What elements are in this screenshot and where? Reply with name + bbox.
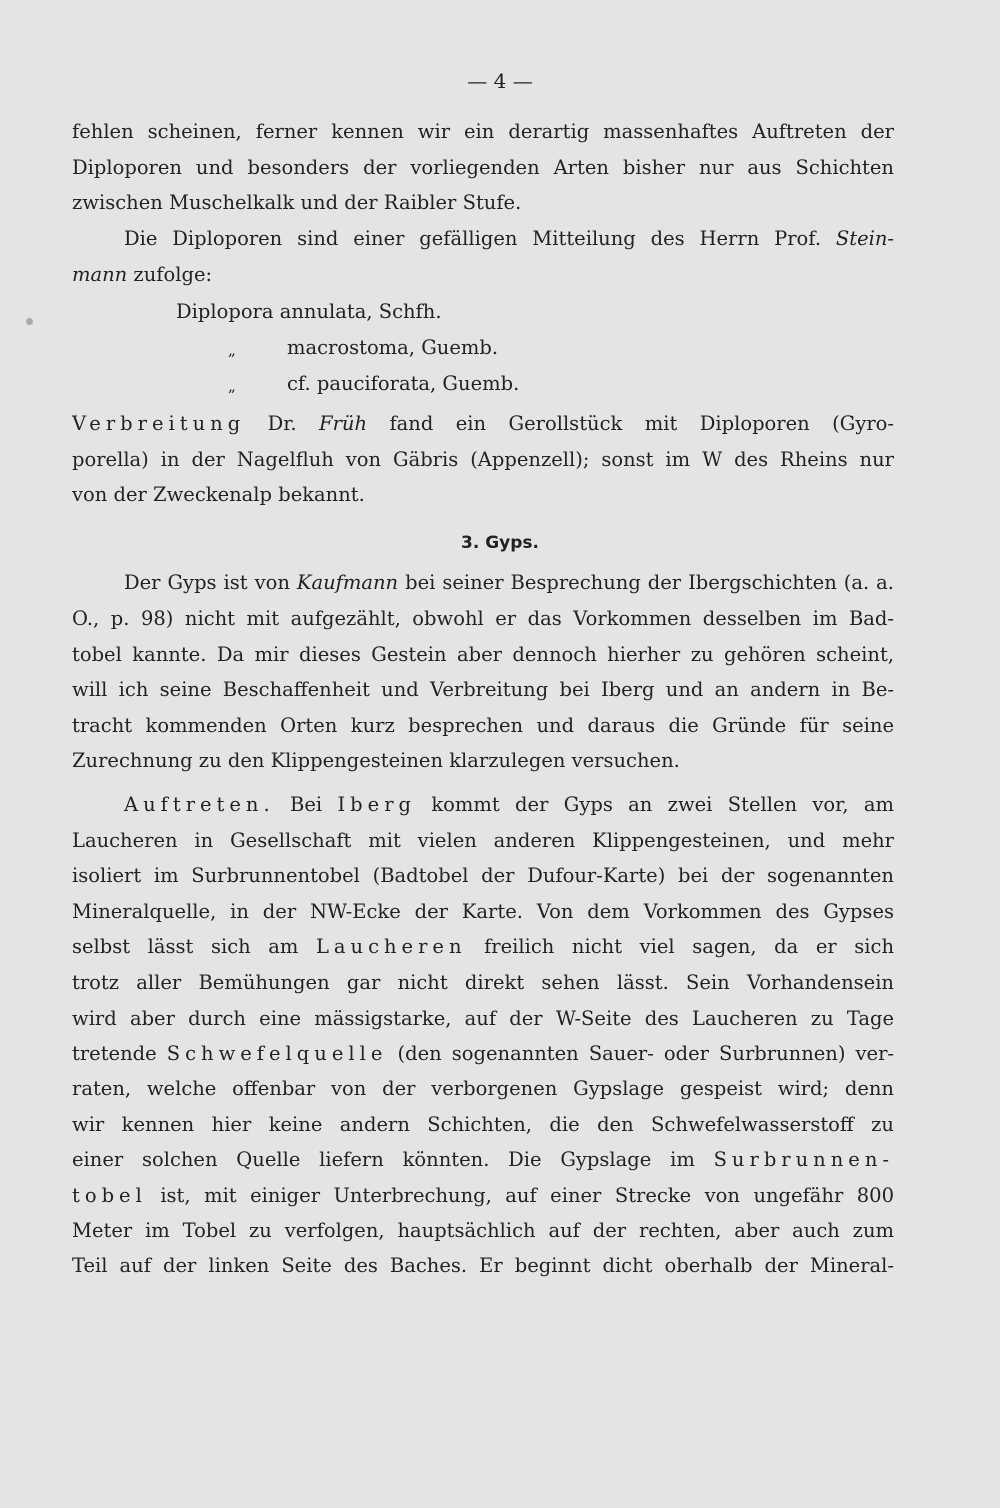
- text-line: tobel kannte. Da mir dieses Gestein aber dennoch hierher zu gehören scheint,: [72, 643, 894, 666]
- author-name: Kaufmann: [296, 571, 399, 594]
- text-line: tretende Schwefelquelle (den sogenannten Sauer- oder Surbrunnen) ver-: [72, 1042, 895, 1065]
- spaced-term: Schwefelquelle: [166, 1042, 388, 1065]
- spaced-term: tobel: [72, 1184, 147, 1207]
- text-line: tobel ist, mit einiger Unterbrechung, auf einer Strecke von ungefähr 800: [72, 1184, 894, 1207]
- text-line: trotz aller Bemühungen gar nicht direkt sehen lässt. Sein Vorhandensein: [72, 971, 894, 994]
- text-line: Auftreten. Bei Iberg kommt der Gyps an zwei Stellen vor, am: [124, 793, 894, 816]
- text-line: zwischen Muschelkalk und der Raibler Stufe.: [72, 191, 522, 214]
- text-line: Mineralquelle, in der NW-Ecke der Karte. Von dem Vorkommen des Gypses: [72, 900, 894, 923]
- text-line: Die Diploporen sind einer gefälligen Mitteilung des Herrn Prof. Stein-: [124, 227, 895, 250]
- ditto-mark: „: [228, 377, 236, 395]
- species-item: cf. pauciforata, Guemb.: [287, 372, 520, 395]
- text-line: Teil auf der linken Seite des Baches. Er beginnt dicht oberhalb der Mineral-: [72, 1254, 894, 1277]
- text-line: raten, welche offenbar von der verborgenen Gypslage gespeist wird; denn: [72, 1077, 894, 1100]
- text-line: O., p. 98) nicht mit aufgezählt, obwohl er das Vorkommen desselben im Bad-: [72, 607, 894, 630]
- spaced-term: Laucheren: [315, 935, 467, 958]
- spaced-term: Verbreitung: [72, 412, 246, 435]
- text-line: Meter im Tobel zu verfolgen, hauptsächlich auf der rechten, aber auch zum: [72, 1219, 894, 1242]
- spaced-term: Iberg: [337, 793, 417, 816]
- text-line: tracht kommenden Orten kurz besprechen und daraus die Gründe für seine: [72, 714, 894, 737]
- author-name: Stein-: [835, 227, 895, 250]
- text-line: porella) in der Nagelfluh von Gäbris (Appenzell); sonst im W des Rheins nur: [72, 448, 894, 471]
- text-line: Diploporen und besonders der vorliegenden Arten bisher nur aus Schichten: [72, 156, 894, 179]
- author-name: mann: [72, 263, 128, 286]
- author-name: Früh: [319, 412, 368, 435]
- text-line: Der Gyps ist von Kaufmann bei seiner Besprechung der Ibergschichten (a. a.: [124, 571, 894, 594]
- text-line: selbst lässt sich am Laucheren freilich nicht viel sagen, da er sich: [72, 935, 894, 958]
- text-line: mann zufolge:: [72, 263, 213, 286]
- ditto-mark: „: [228, 341, 236, 359]
- text-line: wird aber durch eine mässigstarke, auf der W-Seite des Laucheren zu Tage: [72, 1007, 894, 1030]
- spaced-term: Surbrunnen-: [713, 1148, 894, 1171]
- text-line: von der Zweckenalp bekannt.: [72, 483, 365, 506]
- text-line: wir kennen hier keine andern Schichten, die den Schwefelwasserstoff zu: [72, 1113, 894, 1136]
- spaced-term: Auftreten.: [124, 793, 275, 816]
- text-line: will ich seine Beschaffenheit und Verbreitung bei Iberg und an andern in Be-: [72, 678, 894, 701]
- species-item: Diplopora annulata, Schfh.: [176, 300, 442, 323]
- text-line: isoliert im Surbrunnentobel (Badtobel der Dufour-Karte) bei der sogenannten: [72, 864, 894, 887]
- text-line: fehlen scheinen, ferner kennen wir ein derartig massenhaftes Auftreten der: [72, 120, 894, 143]
- text-line: einer solchen Quelle liefern könnten. Die Gypslage im Surbrunnen-: [72, 1148, 894, 1171]
- text-line: Zurechnung zu den Klippengesteinen klarzulegen versuchen.: [72, 749, 680, 772]
- species-item: macrostoma, Guemb.: [287, 336, 499, 359]
- page-number-header: — 4 —: [467, 69, 533, 93]
- text-line: Verbreitung Dr. Früh fand ein Gerollstück mit Diploporen (Gyro-: [72, 412, 894, 435]
- margin-mark: [26, 318, 33, 325]
- text-line: Laucheren in Gesellschaft mit vielen anderen Klippengesteinen, und mehr: [72, 829, 894, 852]
- section-heading: 3. Gyps.: [461, 533, 539, 553]
